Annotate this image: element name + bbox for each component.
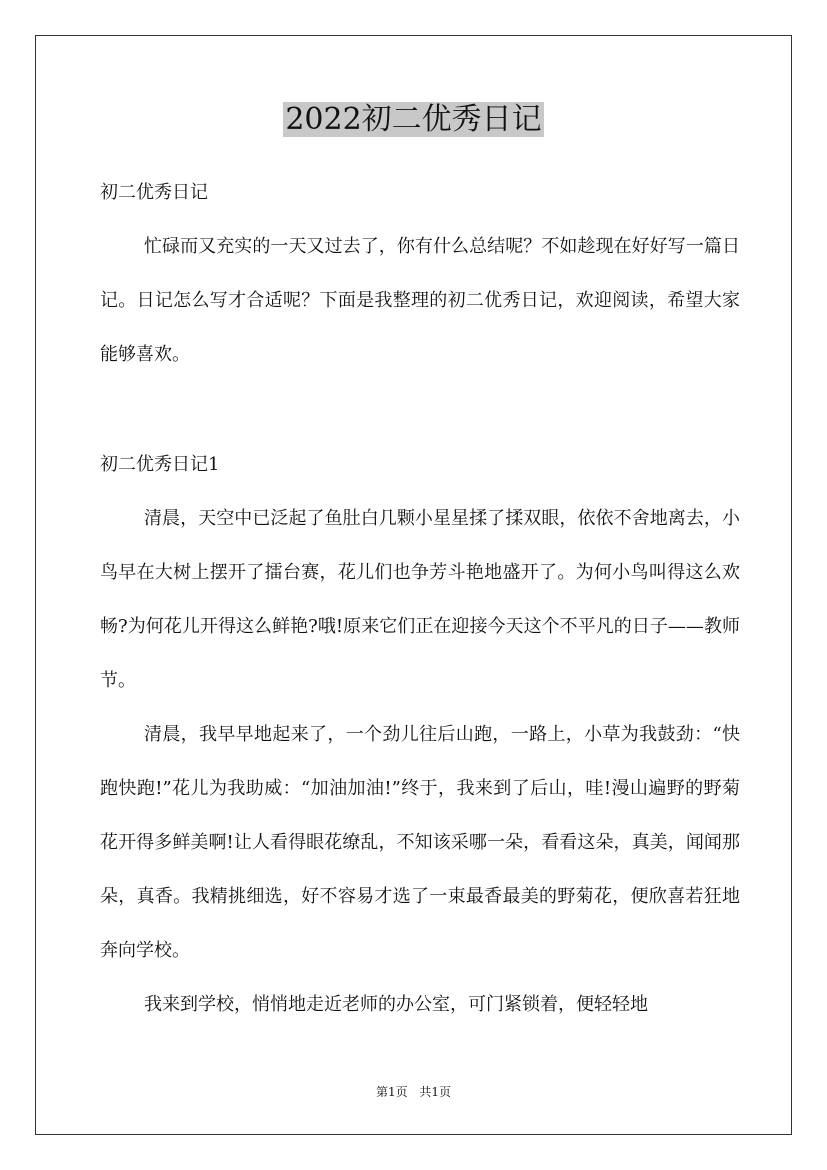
document-title-wrap bbox=[0, 98, 827, 142]
body-paragraph: 我来到学校，悄悄地走近老师的办公室，可门紧锁着，便轻轻地 bbox=[144, 994, 648, 1015]
page-footer bbox=[0, 1084, 827, 1100]
document-title: 2022初二优秀日记 bbox=[285, 102, 542, 137]
intro-paragraph: 忙碌而又充实的一天又过去了，你有什么总结呢？不如趁现在好好写一篇日记。日记怎么写才合适呢？下面是我整理的初二优秀日记，欢迎阅读，希望大家能够喜欢。 bbox=[100, 236, 740, 365]
body-paragraph: 清晨，我早早地起来了，一个劲儿往后山跑，一路上，小草为我鼓劲：“快跑快跑!”花儿为我助威：“加油加油!”终于，我来到了后山，哇!漫山遍野的野菊花开得多鲜美啊!让人看得眼花缭乱，不知该采哪一朵，看看这朵，真美，闻闻那朵，真香。我精挑细选，好不容易才选了一束最香最美的野菊花，便欣喜若狂地奔向学校。 bbox=[100, 724, 740, 961]
page-total: 共1页 bbox=[419, 1085, 452, 1099]
body-paragraph: 清晨，天空中已泛起了鱼肚白几颗小星星揉了揉双眼，依依不舍地离去，小鸟早在大树上摆开了擂台赛，花儿们也争芳斗艳地盛开了。为何小鸟叫得这么欢畅?为何花儿开得这么鲜艳?哦!原来它们正在迎接今天这个不平凡的日子——教师节。 bbox=[100, 508, 740, 691]
page-number: 第1页 bbox=[375, 1085, 408, 1099]
diary-heading: 初二优秀日记1 bbox=[100, 454, 220, 475]
section-heading: 初二优秀日记 bbox=[100, 182, 208, 203]
